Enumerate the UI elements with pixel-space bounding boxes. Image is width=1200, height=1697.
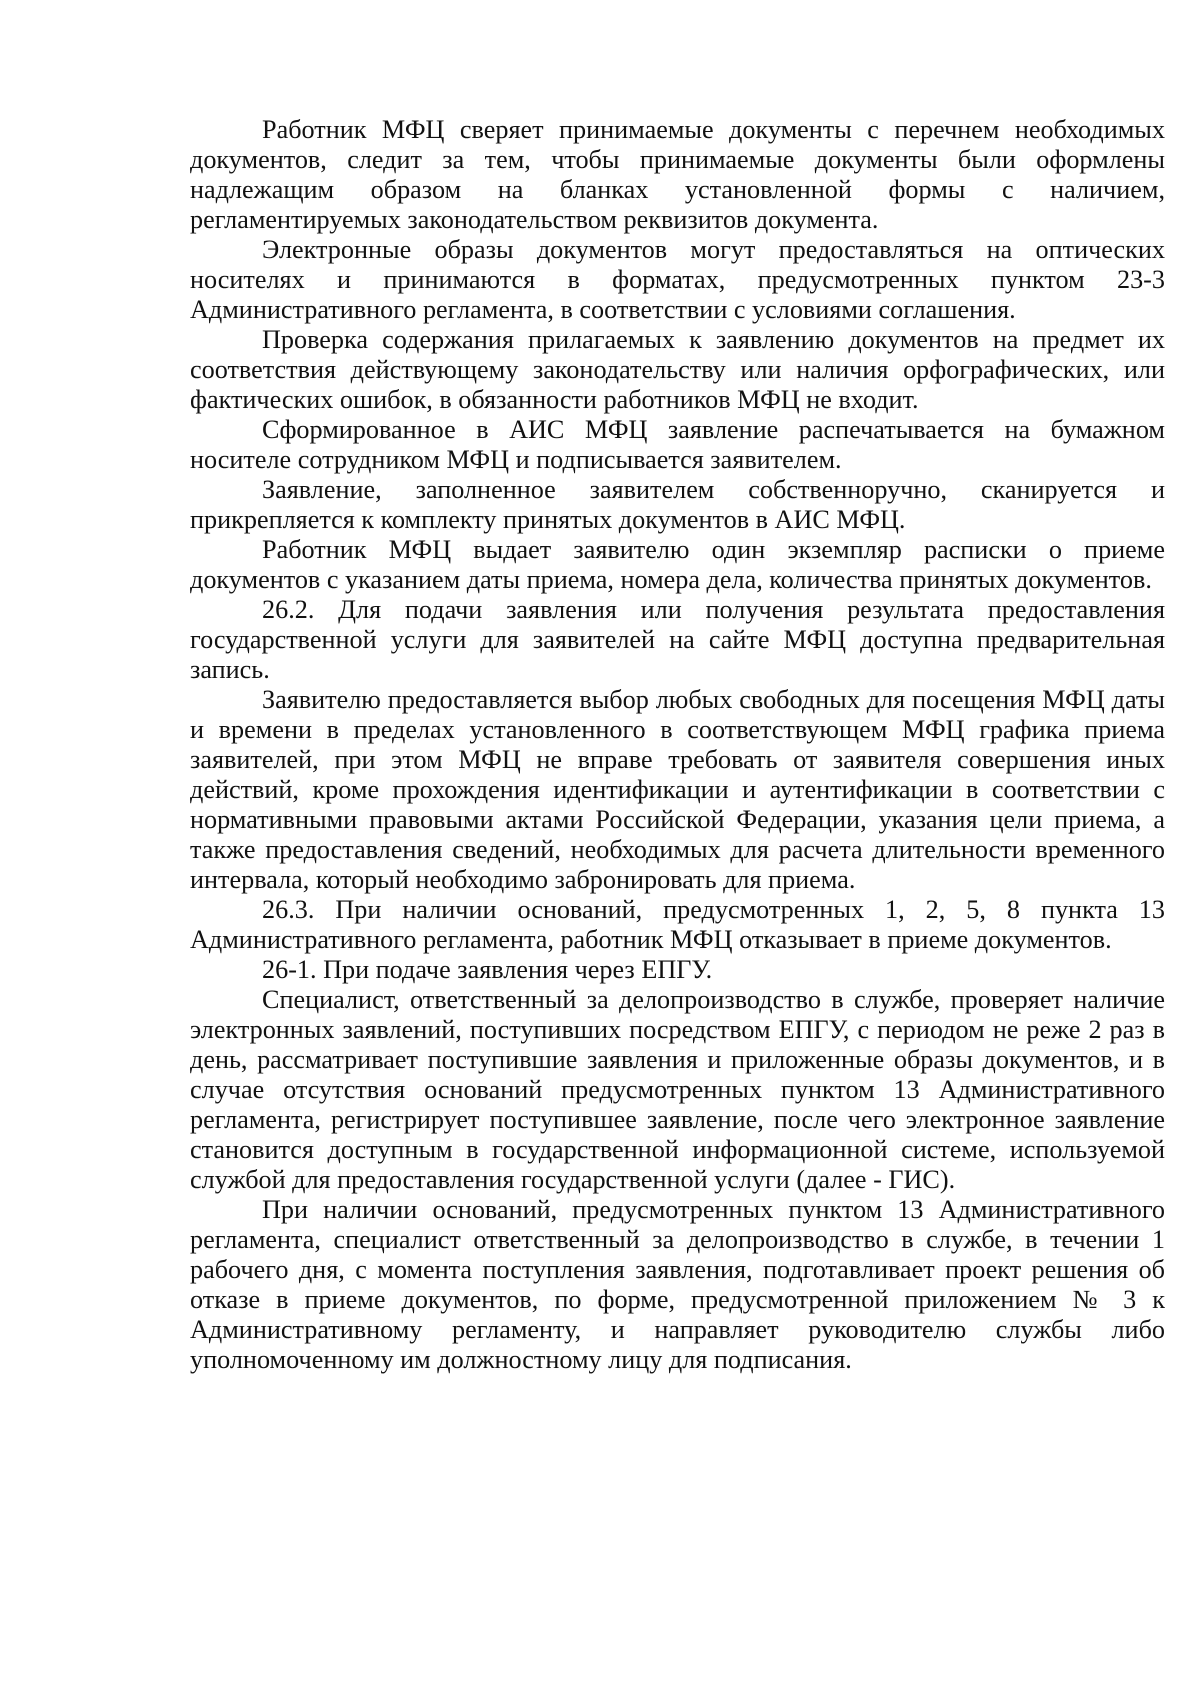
paragraph-appointment-choice: Заявителю предоставляется выбор любых свободных для посещения МФЦ даты и времени в пределах установленного в соответствующем МФЦ графика приема заявителей, при этом МФЦ не вправе требовать от заявителя совершения иных действий, кроме прохождения идентификации и аутентификации в соответствии с нормативными правовыми актами Российской Федерации, указания цели приема, а также предоставления сведений, необходимых для расчета длительности временного интервала, который необходимо забронировать для приема. xyxy=(190,685,1165,894)
document-body xyxy=(190,115,1165,1375)
paragraph-document-check: Работник МФЦ сверяет принимаемые документы с перечнем необходимых документов, следит за тем, чтобы принимаемые документы были оформлены надлежащим образом на бланках установленной формы с наличием, регламентируемых законодательством реквизитов документа. xyxy=(190,115,1165,234)
paragraph-26-2-preregistration: 26.2. Для подачи заявления или получения результата предоставления государственной услуги для заявителей на сайте МФЦ доступна предварительная запись. xyxy=(190,595,1165,684)
paragraph-specialist-check: Специалист, ответственный за делопроизводство в службе, проверяет наличие электронных заявлений, поступивших посредством ЕПГУ, с периодом не реже 2 раз в день, рассматривает поступившие заявления и приложенные образы документов, и в случае отсутствия оснований предусмотренных пунктом 13 Административного регламента, регистрирует поступившее заявление, после чего электронное заявление становится доступным в государственной информационной системе, используемой службой для предоставления государственной услуги (далее - ГИС). xyxy=(190,985,1165,1194)
paragraph-refusal-decision: При наличии оснований, предусмотренных пунктом 13 Административного регламента, специалист ответственный за делопроизводство в службе, в течении 1 рабочего дня, с момента поступления заявления, подготавливает проект решения об отказе в приеме документов, по форме, предусмотренной приложением № 3 к Административному регламенту, и направляет руководителю службы либо уполномоченному им должностному лицу для подписания. xyxy=(190,1195,1165,1374)
paragraph-handwritten-application: Заявление, заполненное заявителем собственноручно, сканируется и прикрепляется к комплекту принятых документов в АИС МФЦ. xyxy=(190,475,1165,534)
paragraph-content-check: Проверка содержания прилагаемых к заявлению документов на предмет их соответствия действующему законодательству или наличия орфографических, или фактических ошибок, в обязанности работников МФЦ не входит. xyxy=(190,325,1165,414)
paragraph-printed-application: Сформированное в АИС МФЦ заявление распечатывается на бумажном носителе сотрудником МФЦ и подписывается заявителем. xyxy=(190,415,1165,474)
paragraph-receipt: Работник МФЦ выдает заявителю один экземпляр расписки о приеме документов с указанием даты приема, номера дела, количества принятых документов. xyxy=(190,535,1165,594)
paragraph-26-1-epgu: 26-1. При подаче заявления через ЕПГУ. xyxy=(262,955,713,984)
paragraph-26-3-refusal: 26.3. При наличии оснований, предусмотренных 1, 2, 5, 8 пункта 13 Административного регламента, работник МФЦ отказывает в приеме документов. xyxy=(190,895,1165,954)
paragraph-electronic-images: Электронные образы документов могут предоставляться на оптических носителях и принимаются в форматах, предусмотренных пунктом 23-3 Административного регламента, в соответствии с условиями соглашения. xyxy=(190,235,1165,324)
